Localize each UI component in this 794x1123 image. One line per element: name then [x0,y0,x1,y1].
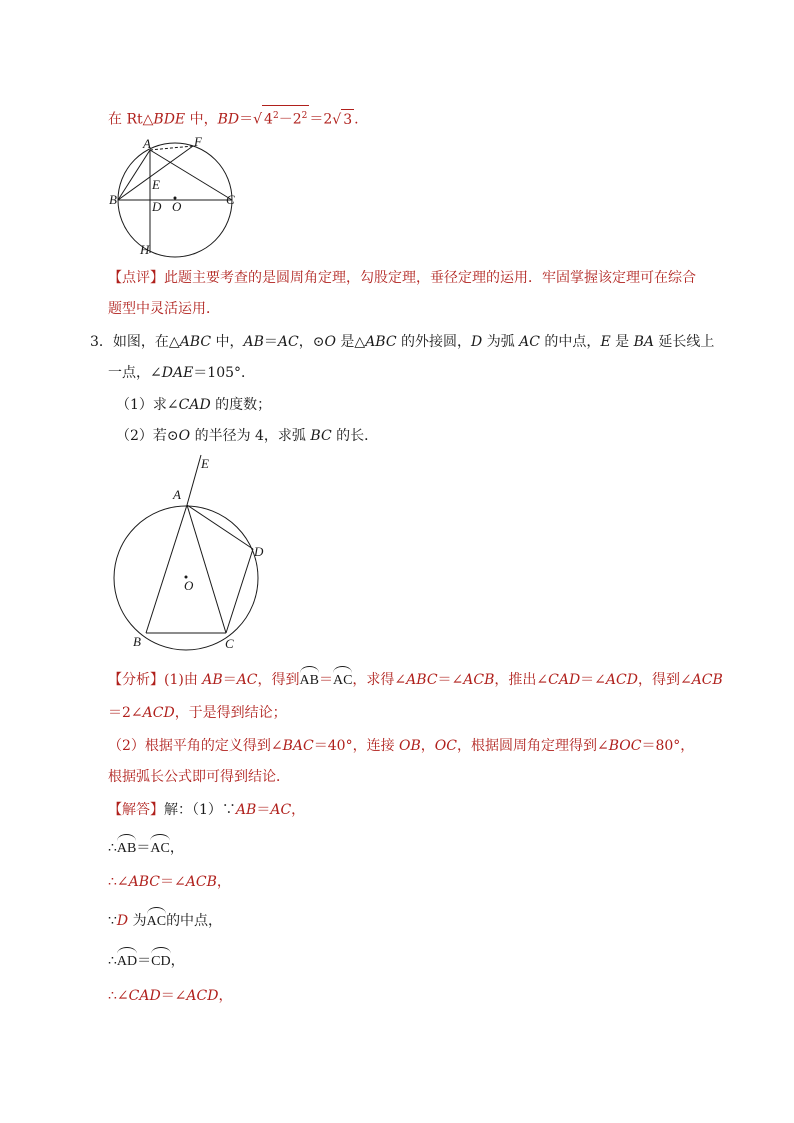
question-3-part-2 [116,426,378,446]
sqrt-3: √ 3 [332,109,354,130]
text: E [600,334,611,350]
arc-ac: AC [150,838,169,859]
text: ＝ [137,953,152,969]
label-O: O [172,199,182,214]
text: BC [310,428,332,444]
text: OC [434,738,457,754]
text: D [471,334,483,350]
text: ACD [605,672,638,688]
chord-ad [187,505,253,549]
text: BOC [608,738,642,754]
text: AC [277,334,299,350]
text: ∴∠ [108,874,129,890]
text: 的度数； [210,397,272,413]
text: BA [633,334,654,350]
text: 2 [272,111,279,121]
label-A: A [143,136,151,151]
text: 2 [292,111,302,128]
text: 中， [211,334,244,350]
text: （2）根据平角的定义得到∠ [108,738,283,754]
text: ACD [142,705,175,721]
text: BD [217,111,240,128]
text: AC [270,802,292,818]
figure-1-circle-diagram [105,135,250,265]
text: ＝ [136,840,151,856]
answer-line-3 [108,872,231,892]
arc-ac: AC [333,670,352,691]
analysis-tag: 【分析】 [108,672,164,688]
text: ABC [128,874,161,890]
text: ＝∠ [160,988,187,1004]
question-3-line-1 [90,332,714,352]
text: ＝ [263,334,278,350]
text: 是△ [335,334,366,350]
label-F: F [194,135,202,149]
text: (1)由 [164,672,203,688]
text: ＝ [222,672,237,688]
analysis-line-2 [108,703,287,723]
text: CAD [548,672,581,688]
text: ＝80°， [641,738,695,754]
text: ，⊙ [298,334,325,350]
text: ， [420,738,435,754]
text: ∴∠ [108,988,129,1004]
text: ＝105°． [193,365,256,381]
answer-line-2 [108,838,184,859]
text: ACD [186,988,219,1004]
text: 解：（1）∵ [164,802,236,818]
text: O [178,428,191,444]
text: D [116,913,129,929]
chord-ab [118,150,150,200]
question-3-line-2 [108,363,255,383]
text: ，根据圆周角定理得到∠ [457,738,609,754]
text: ABC [365,334,397,350]
answer-line-5 [108,951,185,972]
text: 2 [323,111,333,128]
text: ， [218,988,233,1004]
arc-ad: AD [117,951,137,972]
text: 为 [128,913,147,929]
text: ， [170,953,185,969]
comment-tag: 【点评】 [108,270,164,286]
text: ∴ [108,953,117,969]
comment-text: 此题主要考查的是圆周角定理，勾股定理，垂径定理的运用．牢固掌握该定理可在综合 [164,270,696,286]
text: 是 [610,334,634,350]
text: ＝ [309,111,324,128]
text: DAE [161,365,194,381]
label-O: O [184,578,194,593]
text: ＝ [318,672,333,688]
label-B: B [133,634,141,649]
text: CAD [178,397,211,413]
text: 2 [301,111,308,121]
text: ABC [406,672,438,688]
line-ae [187,455,201,505]
text: （2）若⊙ [116,428,179,444]
text: 4 [264,111,273,128]
text: AB [235,802,257,818]
text: Rt [126,111,143,128]
answer-line-6 [108,986,232,1006]
text: 在 [108,111,127,128]
label-D: D [254,544,264,559]
text: ，推出∠ [494,672,549,688]
label-H: H [140,242,150,257]
text: ACB [185,874,217,890]
text: ∴ [108,840,117,856]
text: BAC [282,738,314,754]
analysis-line-3 [108,736,694,756]
text: ， [291,802,306,818]
text: ∵ [108,913,117,929]
text: ＝40°，连接 [313,738,400,754]
text: （1）求∠ [116,397,179,413]
comment-line-1 [108,268,696,288]
text: O [324,334,336,350]
arc-ac: AC [147,911,166,932]
text: AB [202,672,223,688]
comment-line-2: 题型中灵活运用． [108,301,220,317]
text: BDE [153,111,186,128]
text: ， [216,874,231,890]
text: ＝∠ [160,874,186,890]
text: ，于是得到结论； [174,705,287,721]
text: 3．如图，在△ [90,334,180,350]
label-C: C [226,192,235,207]
sqrt-expression: √ $4^2-2^2$ [253,105,309,130]
text: ，得到∠ [637,672,692,688]
answer-line-4 [108,911,222,932]
text: AC [236,672,258,688]
top-formula-line [108,105,359,130]
text: ， [169,840,184,856]
text: ACB [691,672,723,688]
label-E: E [201,456,209,471]
label-A: A [173,487,181,502]
text: . [354,111,359,128]
answer-line-1 [108,800,305,820]
text: 延长线上 [653,334,715,350]
chord-ac [150,150,232,200]
text: － [278,111,293,128]
text: 的中点， [166,913,223,929]
label-E: E [152,177,160,192]
text: AB [243,334,264,350]
analysis-line-4: 根据弧长公式即可得到结论． [108,769,290,785]
text: 的中点， [539,334,601,350]
figure-2-circle-diagram [105,452,275,652]
text: ＝2∠ [108,705,143,721]
text: △ [142,111,154,128]
chord-dc [226,549,253,633]
text: 的外接圆， [396,334,472,350]
text: ，得到 [257,672,300,688]
label-B: B [109,192,117,207]
text: ABC [179,334,212,350]
chord-ab [146,505,187,633]
text: ，求得∠ [352,672,407,688]
chord-ac [187,505,226,633]
label-D: D [152,199,162,214]
text: AC [519,334,540,350]
text: ＝∠ [437,672,464,688]
text: 为弧 [482,334,520,350]
analysis-line-1 [108,670,723,691]
text: ＝ [256,802,271,818]
text: OB [399,738,421,754]
arc-cd: CD [151,951,170,972]
question-3-part-1 [116,395,271,415]
text: ＝∠ [580,672,606,688]
text: 的半径为 4，求弧 [190,428,311,444]
answer-tag: 【解答】 [108,802,164,818]
label-C: C [225,636,234,651]
text: ACB [463,672,495,688]
arc-ab: AB [117,838,136,859]
arc-ab: AB [300,670,319,691]
text: CAD [128,988,161,1004]
text: ＝ [239,111,254,128]
text: 中， [185,111,218,128]
text: 的长． [331,428,379,444]
text: 一点，∠ [108,365,162,381]
